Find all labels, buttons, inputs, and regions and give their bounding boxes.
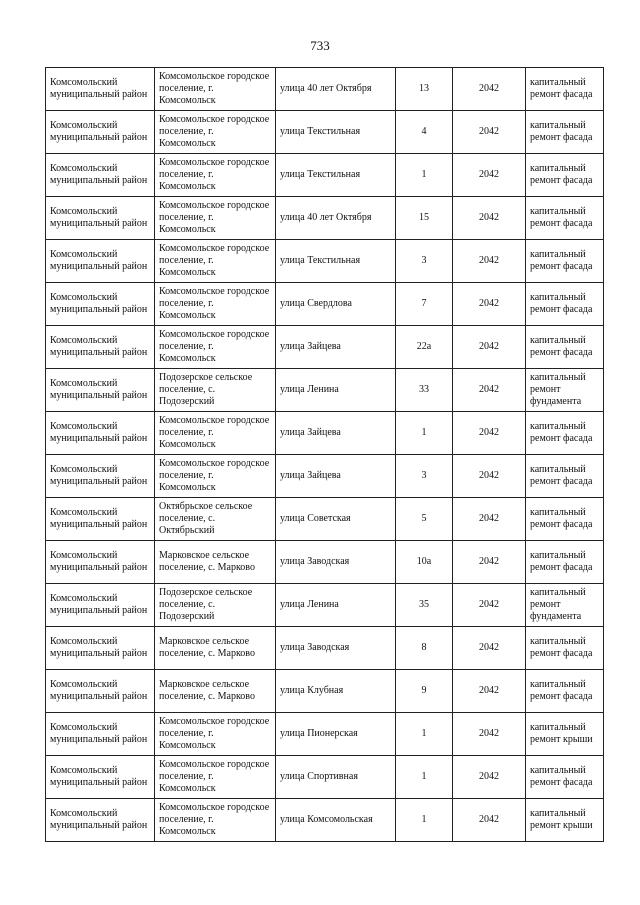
street-cell: улица Текстильная: [276, 240, 396, 283]
year-cell: 2042: [453, 283, 526, 326]
street-cell: улица Текстильная: [276, 111, 396, 154]
settlement-cell: Комсомольское городское поселение, г. Комсомольск: [155, 412, 276, 455]
table-row: [46, 154, 604, 197]
year-cell: 2042: [453, 713, 526, 756]
work-type-cell: капитальный ремонт фасада: [526, 197, 604, 240]
work-type-cell: капитальный ремонт фасада: [526, 111, 604, 154]
house-number-cell: 13: [396, 68, 453, 111]
settlement-cell: Комсомольское городское поселение, г. Комсомольск: [155, 713, 276, 756]
district-cell: Комсомольский муниципальный район: [46, 756, 155, 799]
street-cell: улица Клубная: [276, 670, 396, 713]
district-cell: Комсомольский муниципальный район: [46, 369, 155, 412]
table-row: [46, 799, 604, 842]
table-row: [46, 756, 604, 799]
street-cell: улица Зайцева: [276, 412, 396, 455]
page-number: 733: [310, 38, 330, 53]
house-number-cell: 22а: [396, 326, 453, 369]
year-cell: 2042: [453, 455, 526, 498]
year-cell: 2042: [453, 756, 526, 799]
house-number-cell: 1: [396, 756, 453, 799]
district-cell: Комсомольский муниципальный район: [46, 799, 155, 842]
housing-repair-table: [45, 67, 604, 842]
house-number-cell: 8: [396, 627, 453, 670]
table-row: [46, 111, 604, 154]
settlement-cell: Комсомольское городское поселение, г. Комсомольск: [155, 154, 276, 197]
district-cell: Комсомольский муниципальный район: [46, 541, 155, 584]
street-cell: улица Пионерская: [276, 713, 396, 756]
year-cell: 2042: [453, 326, 526, 369]
year-cell: 2042: [453, 541, 526, 584]
table-row: [46, 498, 604, 541]
street-cell: улица Зайцева: [276, 455, 396, 498]
house-number-cell: 10а: [396, 541, 453, 584]
work-type-cell: капитальный ремонт фасада: [526, 756, 604, 799]
district-cell: Комсомольский муниципальный район: [46, 68, 155, 111]
street-cell: улица Ленина: [276, 584, 396, 627]
house-number-cell: 3: [396, 240, 453, 283]
table-row: [46, 584, 604, 627]
house-number-cell: 3: [396, 455, 453, 498]
district-cell: Комсомольский муниципальный район: [46, 197, 155, 240]
settlement-cell: Подозерское сельское поселение, с. Подозерский: [155, 584, 276, 627]
settlement-cell: Октябрьское сельское поселение, с. Октябрьский: [155, 498, 276, 541]
work-type-cell: капитальный ремонт фундамента: [526, 369, 604, 412]
house-number-cell: 7: [396, 283, 453, 326]
work-type-cell: капитальный ремонт фасада: [526, 68, 604, 111]
house-number-cell: 1: [396, 154, 453, 197]
house-number-cell: 15: [396, 197, 453, 240]
street-cell: улица Спортивная: [276, 756, 396, 799]
house-number-cell: 1: [396, 713, 453, 756]
street-cell: улица Текстильная: [276, 154, 396, 197]
district-cell: Комсомольский муниципальный район: [46, 584, 155, 627]
district-cell: Комсомольский муниципальный район: [46, 455, 155, 498]
street-cell: улица 40 лет Октября: [276, 68, 396, 111]
year-cell: 2042: [453, 799, 526, 842]
work-type-cell: капитальный ремонт фасада: [526, 412, 604, 455]
settlement-cell: Комсомольское городское поселение, г. Комсомольск: [155, 283, 276, 326]
year-cell: 2042: [453, 154, 526, 197]
table-row: [46, 670, 604, 713]
house-number-cell: 5: [396, 498, 453, 541]
settlement-cell: Марковское сельское поселение, с. Марково: [155, 541, 276, 584]
district-cell: Комсомольский муниципальный район: [46, 713, 155, 756]
settlement-cell: Комсомольское городское поселение, г. Комсомольск: [155, 111, 276, 154]
work-type-cell: капитальный ремонт фасада: [526, 670, 604, 713]
district-cell: Комсомольский муниципальный район: [46, 498, 155, 541]
table-row: [46, 68, 604, 111]
settlement-cell: Комсомольское городское поселение, г. Комсомольск: [155, 326, 276, 369]
table-row: [46, 326, 604, 369]
house-number-cell: 33: [396, 369, 453, 412]
house-number-cell: 4: [396, 111, 453, 154]
settlement-cell: Подозерское сельское поселение, с. Подозерский: [155, 369, 276, 412]
work-type-cell: капитальный ремонт фасада: [526, 541, 604, 584]
district-cell: Комсомольский муниципальный район: [46, 326, 155, 369]
work-type-cell: капитальный ремонт фасада: [526, 498, 604, 541]
settlement-cell: Комсомольское городское поселение, г. Комсомольск: [155, 756, 276, 799]
year-cell: 2042: [453, 670, 526, 713]
year-cell: 2042: [453, 627, 526, 670]
table-row: [46, 369, 604, 412]
district-cell: Комсомольский муниципальный район: [46, 283, 155, 326]
district-cell: Комсомольский муниципальный район: [46, 240, 155, 283]
district-cell: Комсомольский муниципальный район: [46, 154, 155, 197]
district-cell: Комсомольский муниципальный район: [46, 111, 155, 154]
street-cell: улица Свердлова: [276, 283, 396, 326]
house-number-cell: 35: [396, 584, 453, 627]
work-type-cell: капитальный ремонт крыши: [526, 713, 604, 756]
street-cell: улица Зайцева: [276, 326, 396, 369]
house-number-cell: 1: [396, 799, 453, 842]
year-cell: 2042: [453, 197, 526, 240]
table-row: [46, 283, 604, 326]
year-cell: 2042: [453, 68, 526, 111]
work-type-cell: капитальный ремонт крыши: [526, 799, 604, 842]
settlement-cell: Комсомольское городское поселение, г. Комсомольск: [155, 240, 276, 283]
year-cell: 2042: [453, 412, 526, 455]
street-cell: улица Комсомольская: [276, 799, 396, 842]
house-number-cell: 9: [396, 670, 453, 713]
work-type-cell: капитальный ремонт фасада: [526, 240, 604, 283]
table-row: [46, 240, 604, 283]
settlement-cell: Комсомольское городское поселение, г. Комсомольск: [155, 455, 276, 498]
table-row: [46, 455, 604, 498]
work-type-cell: капитальный ремонт фасада: [526, 455, 604, 498]
house-number-cell: 1: [396, 412, 453, 455]
settlement-cell: Комсомольское городское поселение, г. Комсомольск: [155, 197, 276, 240]
year-cell: 2042: [453, 584, 526, 627]
settlement-cell: Марковское сельское поселение, с. Марково: [155, 627, 276, 670]
settlement-cell: Комсомольское городское поселение, г. Комсомольск: [155, 799, 276, 842]
district-cell: Комсомольский муниципальный район: [46, 627, 155, 670]
year-cell: 2042: [453, 369, 526, 412]
table-body: [46, 68, 604, 842]
work-type-cell: капитальный ремонт фундамента: [526, 584, 604, 627]
work-type-cell: капитальный ремонт фасада: [526, 326, 604, 369]
work-type-cell: капитальный ремонт фасада: [526, 283, 604, 326]
street-cell: улица Советская: [276, 498, 396, 541]
table-row: [46, 197, 604, 240]
street-cell: улица Заводская: [276, 627, 396, 670]
table-row: [46, 541, 604, 584]
settlement-cell: Комсомольское городское поселение, г. Комсомольск: [155, 68, 276, 111]
year-cell: 2042: [453, 240, 526, 283]
settlement-cell: Марковское сельское поселение, с. Марково: [155, 670, 276, 713]
table-row: [46, 412, 604, 455]
year-cell: 2042: [453, 111, 526, 154]
street-cell: улица 40 лет Октября: [276, 197, 396, 240]
table-row: [46, 627, 604, 670]
district-cell: Комсомольский муниципальный район: [46, 412, 155, 455]
work-type-cell: капитальный ремонт фасада: [526, 627, 604, 670]
street-cell: улица Ленина: [276, 369, 396, 412]
table-row: [46, 713, 604, 756]
year-cell: 2042: [453, 498, 526, 541]
street-cell: улица Заводская: [276, 541, 396, 584]
work-type-cell: капитальный ремонт фасада: [526, 154, 604, 197]
district-cell: Комсомольский муниципальный район: [46, 670, 155, 713]
